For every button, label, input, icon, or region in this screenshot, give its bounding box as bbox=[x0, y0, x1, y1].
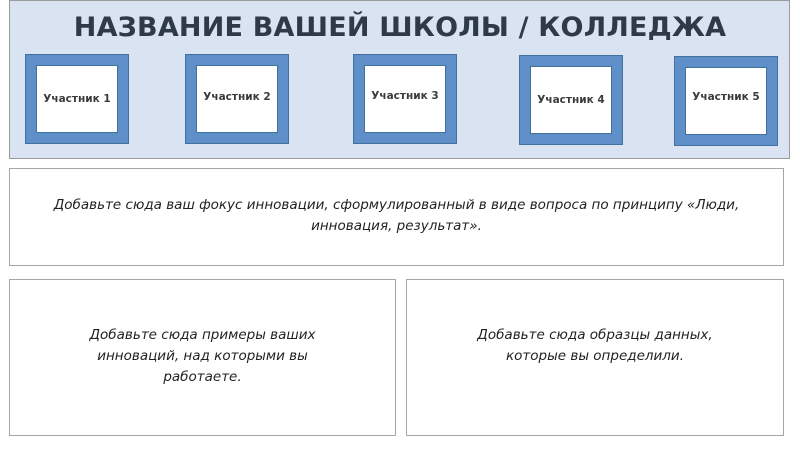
member-card-2 bbox=[185, 54, 289, 144]
member-card-2-inner bbox=[196, 65, 278, 133]
innovation-examples-text: Добавьте сюда примеры ваших инноваций, над которыми вы работаете. bbox=[89, 327, 316, 385]
member-label-5: Участник 5 bbox=[692, 91, 760, 103]
member-label-3: Участник 3 bbox=[371, 90, 439, 102]
member-card-4-inner bbox=[530, 66, 612, 134]
member-card-1-inner bbox=[36, 65, 118, 133]
member-card-3 bbox=[353, 54, 457, 144]
data-samples-text: Добавьте сюда образцы данных, которые вы определили. bbox=[477, 327, 713, 364]
innovation-focus-box[interactable] bbox=[9, 168, 784, 266]
innovation-examples-box[interactable] bbox=[9, 279, 396, 436]
member-label-4: Участник 4 bbox=[537, 94, 605, 106]
member-card-1 bbox=[25, 54, 129, 144]
innovation-focus-text: Добавьте сюда ваш фокус инновации, сформулированный в виде вопроса по принципу «Люди, инновация, результат». bbox=[53, 197, 740, 234]
data-samples-box[interactable] bbox=[406, 279, 784, 436]
member-card-5 bbox=[674, 56, 778, 146]
member-card-3-inner bbox=[364, 65, 446, 133]
member-label-2: Участник 2 bbox=[203, 91, 271, 103]
member-label-1: Участник 1 bbox=[43, 93, 111, 105]
member-card-5-inner bbox=[685, 67, 767, 135]
page-title: НАЗВАНИЕ ВАШЕЙ ШКОЛЫ / КОЛЛЕДЖА bbox=[73, 12, 727, 43]
member-card-4 bbox=[519, 55, 623, 145]
